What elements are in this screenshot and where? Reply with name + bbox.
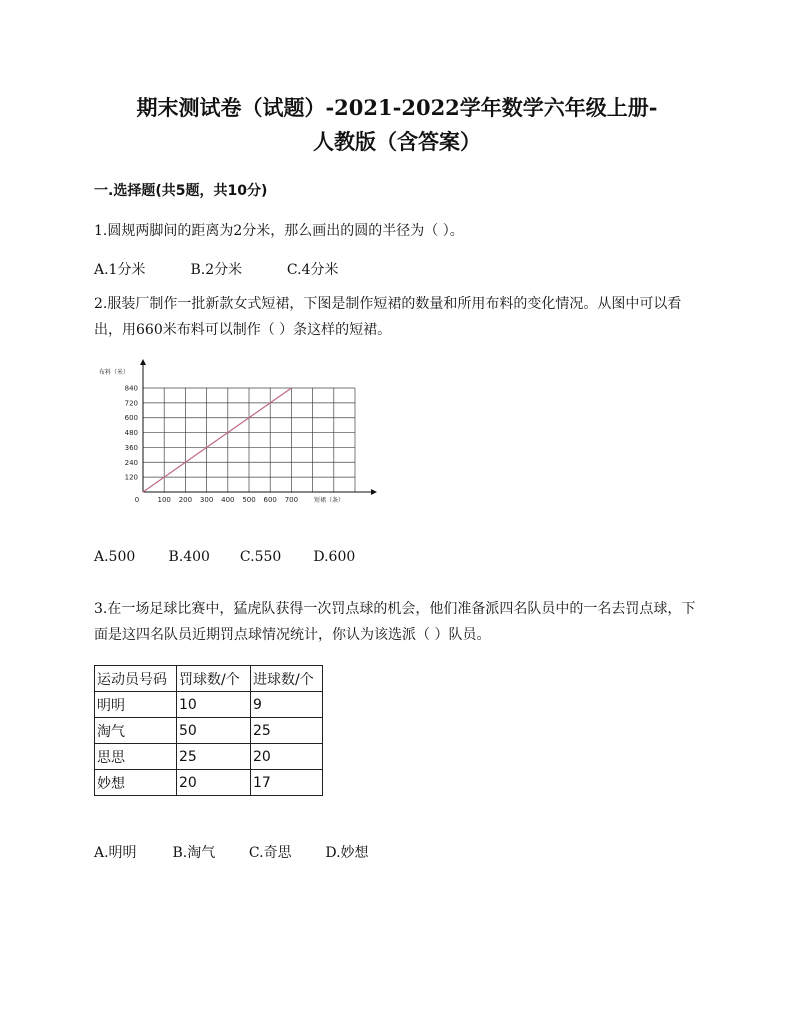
table-header-cell: 罚球数/个 [177, 666, 251, 692]
x-tick-label: 200 [178, 496, 193, 504]
table-row [95, 744, 323, 770]
table-row [95, 692, 323, 718]
table-cell: 20 [251, 744, 323, 770]
doc-title-line2: 人教版（含答案） [313, 129, 481, 154]
table-cell: 17 [251, 770, 323, 796]
option-b: B.淘气 [172, 845, 216, 861]
y-tick-label: 480 [124, 429, 138, 438]
x-tick-label: 300 [199, 496, 214, 504]
option-b: B.2分米 [190, 262, 243, 278]
table-header-row [95, 666, 323, 692]
table-cell: 明明 [95, 692, 177, 718]
y-tick-label: 360 [124, 443, 138, 452]
x-axis-label: 短裙（条） [314, 497, 345, 504]
x-tick-label: 500 [242, 496, 256, 504]
y-tick-label: 600 [124, 414, 138, 423]
y-tick-label: 120 [124, 473, 138, 482]
table-header-cell: 进球数/个 [251, 666, 323, 692]
y-tick-label: 840 [124, 384, 138, 393]
chart-axes [140, 359, 377, 495]
question-2-text: 2.服装厂制作一批新款女式短裙，下图是制作短裙的数量和所用布料的变化情况。从图中可以看出，用660米布料可以制作（ ）条这样的短裙。 [94, 296, 682, 338]
option-d: D.妙想 [325, 845, 369, 861]
option-c: C.奇思 [248, 845, 292, 861]
y-axis-arrow [140, 359, 146, 365]
origin-label: 0 [134, 496, 140, 504]
chart-series [143, 388, 291, 492]
option-a: A.500 [94, 549, 136, 565]
y-tick-label: 720 [124, 399, 138, 408]
table-cell: 妙想 [95, 770, 177, 796]
table-cell: 9 [251, 692, 323, 718]
option-c: C.550 [239, 549, 282, 565]
option-a: A.1分米 [94, 262, 146, 278]
option-c: C.4分米 [286, 262, 339, 278]
table-row [95, 770, 323, 796]
x-axis-arrow [371, 489, 377, 495]
table-cell: 淘气 [95, 718, 177, 744]
table-cell: 25 [177, 744, 251, 770]
x-tick-label: 700 [284, 496, 299, 504]
chart-grid [143, 388, 355, 492]
doc-title-line1: 期末测试卷（试题）-2021-2022学年数学六年级上册- [136, 95, 658, 120]
series-line [143, 388, 291, 492]
section-heading: 一.选择题(共5题，共10分) [94, 183, 268, 199]
table-cell: 10 [177, 692, 251, 718]
table-header-cell: 运动员号码 [95, 666, 177, 692]
table-cell: 思思 [95, 744, 177, 770]
table-row [95, 718, 323, 744]
fabric-skirt-chart [90, 355, 390, 515]
option-b: B.400 [168, 549, 210, 565]
question-1-options [94, 259, 338, 279]
table-cell: 25 [251, 718, 323, 744]
x-tick-label: 600 [263, 496, 277, 504]
x-tick-label: 100 [157, 496, 171, 504]
y-axis-label: 布料（米） [99, 369, 130, 376]
question-3-text: 3.在一场足球比赛中，猛虎队获得一次罚点球的机会，他们准备派四名队员中的一名去罚点球，下面是这四名队员近期罚点球情况统计，你认为该选派（ ）队员。 [94, 601, 696, 643]
table-cell: 20 [177, 770, 251, 796]
option-d: D.600 [313, 549, 356, 565]
y-tick-label: 240 [124, 458, 138, 467]
x-tick-label: 400 [221, 496, 235, 504]
option-a: A.明明 [94, 845, 137, 861]
question-1-text: 1.圆规两脚间的距离为2分米，那么画出的圆的半径为（ ）。 [94, 223, 464, 239]
chart-labels [99, 368, 344, 504]
question-3-options [94, 842, 369, 862]
table-cell: 50 [177, 718, 251, 744]
penalty-stats-table [94, 665, 323, 796]
question-2-options [94, 549, 355, 565]
